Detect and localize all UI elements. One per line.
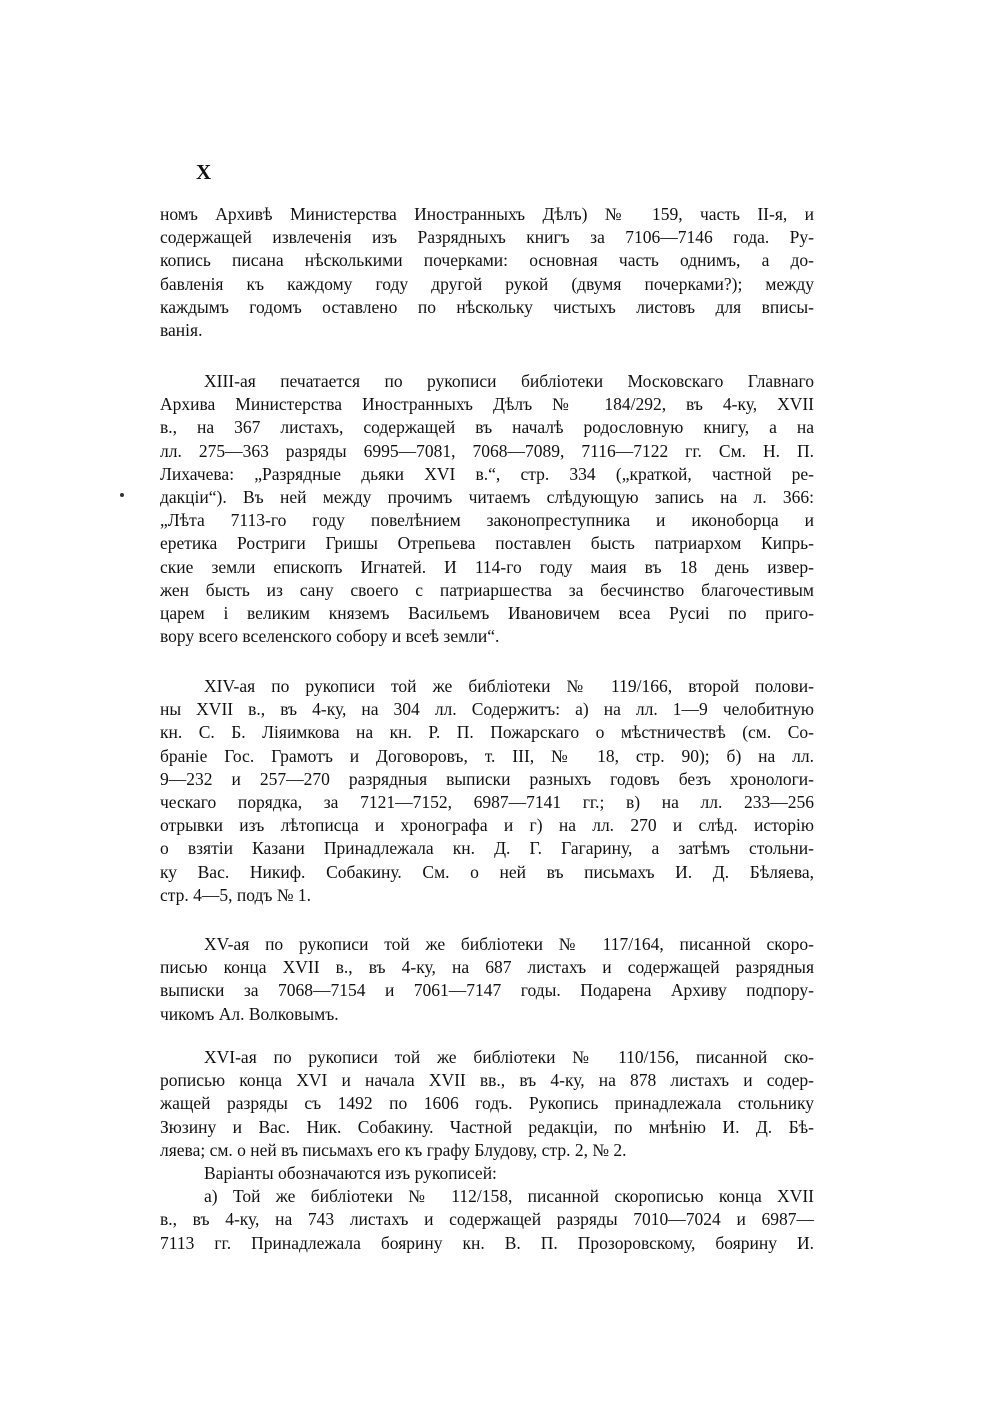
page-number: X — [196, 160, 213, 184]
text-line: ванія. — [160, 319, 203, 340]
paragraph-2 — [160, 370, 814, 648]
text-line: рописью конца XVI и начала XVII вв., въ 4-ку, на 878 листахъ и содер- — [160, 1070, 814, 1091]
text-line: каждымъ годомъ оставлено по нѣскольку чистыхъ листовъ для вписы- — [160, 296, 814, 317]
stray-dot — [120, 493, 124, 497]
text-line: „Лѣта 7113-го году повелѣнием законопреступника и иконоборца и — [160, 510, 814, 531]
text-line: царем і великим княземъ Васильемъ Ивановичем всеа Русиі по приго- — [160, 602, 814, 623]
text-line: Зюзину и Вас. Ник. Собакину. Частной редакціи, по мнѣнію И. Д. Бѣ- — [160, 1116, 814, 1137]
text-line: в., на 367 листахъ, содержащей въ началѣ родословную книгу, а на — [160, 417, 814, 438]
text-line: жащей разряды съ 1492 по 1606 годъ. Рукопись принадлежала стольнику — [160, 1093, 814, 1114]
text-line: XV-ая по рукописи той же библіотеки № 117/164, писанной скоро- — [204, 934, 814, 954]
text-line: еретика Ростриги Гришы Отрепьева поставлен бысть патриархом Кипрь- — [160, 533, 814, 554]
text-line: стр. 4—5, подъ № 1. — [160, 884, 312, 905]
text-line: содержащей извлеченія изъ Разрядныхъ книгъ за 7106—7146 года. Ру- — [160, 227, 814, 248]
text-line: ку Вас. Никиф. Собакину. См. о ней въ письмахъ И. Д. Бѣляева, — [160, 861, 814, 882]
text-line: копись писана нѣсколькими почерками: основная часть однимъ, а до- — [160, 250, 814, 271]
text-line: жен бысть из сану своего с патриаршества за бесчинство благочестивым — [160, 579, 814, 600]
text-line: Лихачева: „Разрядные дьяки XVI в.“, стр. 334 („краткой, частной ре- — [160, 463, 814, 484]
text-line: ны XVII в., въ 4-ку, на 304 лл. Содержитъ: а) на лл. 1—9 челобитную — [160, 699, 814, 720]
text-line: вору всего вселенского собору и всеѣ земли“. — [160, 626, 500, 647]
text-line: 9—232 и 257—270 разрядныя выписки разныхъ годовъ безъ хронологи- — [160, 768, 814, 789]
paragraph-3 — [160, 675, 814, 907]
text-line: писью конца XVII в., въ 4-ку, на 687 листахъ и содержащей разрядныя — [160, 957, 814, 978]
text-line: выписки за 7068—7154 и 7061—7147 годы. Подарена Архиву подпору- — [160, 980, 814, 1001]
paragraph-1 — [160, 203, 814, 342]
text-line: XVI-ая по рукописи той же библіотеки № 110/156, писанной ско- — [204, 1047, 814, 1067]
text-line: Архива Министерства Иностранныхъ Дѣлъ № 184/292, въ 4-ку, XVII — [160, 394, 814, 415]
text-line: ческаго порядка, за 7121—7152, 6987—7141 гг.; в) на лл. 233—256 — [160, 791, 814, 812]
text-line: номъ Архивѣ Министерства Иностранныхъ Дѣлъ) № 159, часть II-я, и — [160, 204, 814, 224]
text-line: 7113 гг. Принадлежала боярину кн. В. П. Прозоровскому, боярину И. — [160, 1232, 814, 1253]
text-line: бавленія къ каждому году другой рукой (двумя почерками?); между — [160, 273, 814, 294]
text-line: в., въ 4-ку, на 743 листахъ и содержащей разряды 7010—7024 и 6987— — [160, 1209, 814, 1230]
paragraph-4 — [160, 933, 814, 1026]
text-line: дакціи“). Въ ней между прочимъ читаемъ слѣдующую запись на л. 366: — [160, 486, 814, 507]
text-line: ляева; см. о ней въ письмахъ его къ графу Блудову, стр. 2, № 2. — [160, 1139, 627, 1160]
text-line: о взятіи Казани Принадлежала кн. Д. Г. Гагарину, а затѣмъ стольни- — [160, 838, 814, 859]
text-line: лл. 275—363 разряды 6995—7081, 7068—7089, 7116—7122 гг. См. Н. П. — [160, 440, 814, 461]
text-line: браніе Гос. Грамотъ и Договоровъ, т. III, № 18, стр. 90); б) на лл. — [160, 745, 814, 766]
text-line: а) Той же библіотеки № 112/158, писанной скорописью конца XVII — [204, 1186, 814, 1207]
text-line: отрывки изъ лѣтописца и хронографа и г) на лл. 270 и слѣд. исторію — [160, 815, 814, 836]
text-line: ские земли епископъ Игнатей. И 114-го году маия въ 18 день извер- — [160, 556, 814, 577]
text-line: XIV-ая по рукописи той же библіотеки № 119/166, второй полови- — [204, 676, 814, 696]
text-line: чикомъ Ал. Волковымъ. — [160, 1003, 339, 1024]
text-line: кн. С. Б. Ліяимкова на кн. Р. П. Пожарскаго о мѣстничествѣ (см. Со- — [160, 722, 814, 743]
paragraph-5 — [160, 1046, 814, 1255]
text-line: XIII-ая печатается по рукописи библіотеки Московскаго Главнаго — [204, 371, 814, 391]
text-line: Варіанты обозначаются изъ рукописей: — [204, 1162, 497, 1183]
